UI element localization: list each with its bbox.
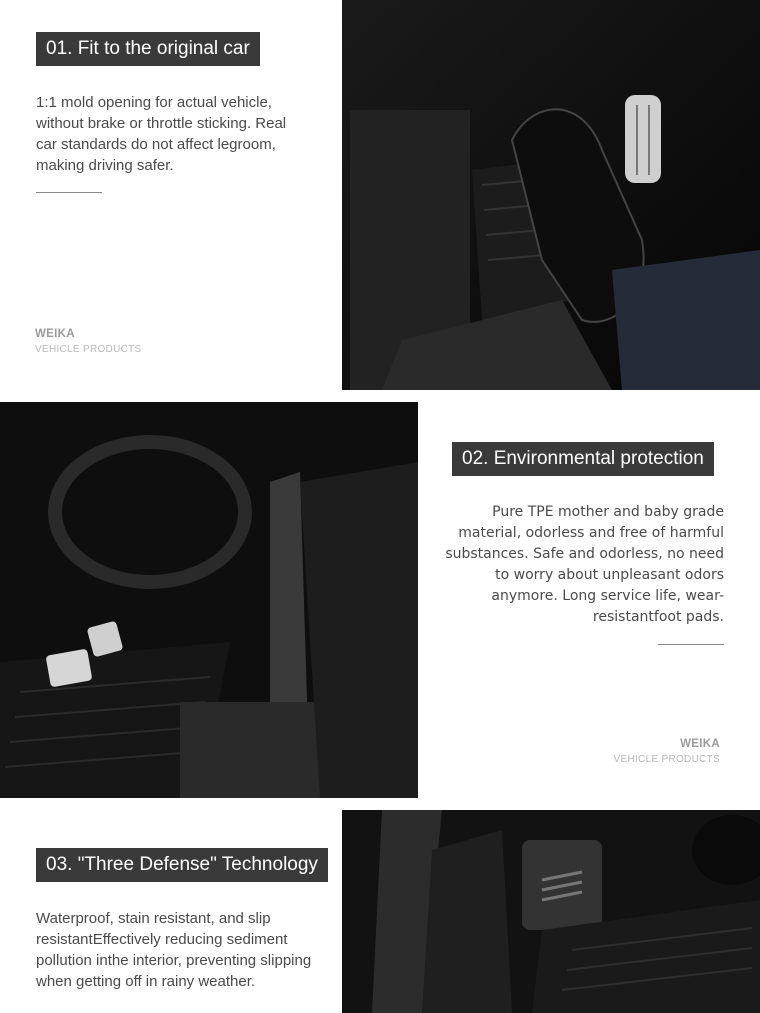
product-photo-pedals-shoe <box>342 0 760 390</box>
feature-section-environment <box>0 402 760 798</box>
feature-section-fit <box>0 0 760 390</box>
section-description: Waterproof, stain resistant, and slip resistantEffectively reducing sediment pollution inthe interior, preventing slipping when getting off in rainy weather. <box>36 910 312 990</box>
brand-tagline: VEHICLE PRODUCTS <box>613 754 720 765</box>
brand-mark <box>600 738 720 765</box>
brand-tagline: VEHICLE PRODUCTS <box>35 344 142 355</box>
divider <box>36 192 102 193</box>
brand-name: WEIKA <box>35 328 75 340</box>
section-title: 03. "Three Defense" Technology <box>36 848 328 882</box>
brand-mark <box>35 328 141 355</box>
section-title: 01. Fit to the original car <box>36 32 260 66</box>
product-photo-cabin-floor <box>0 402 418 798</box>
divider <box>658 644 724 645</box>
product-photo-rear-floor <box>342 810 760 1013</box>
section-description: 1:1 mold opening for actual vehicle, without brake or throttle sticking. Real car standards do not affect legroom, making driving safer. <box>36 94 287 174</box>
section-description: Pure TPE mother and baby grade material, odorless and free of harmful substances. Safe and odorless, no need to worry about unpleasant odors anymore. Long service life, wear-resistantfoot pads. <box>445 504 724 625</box>
section-title: 02. Environmental protection <box>452 442 714 476</box>
feature-section-three-defense <box>0 810 760 1013</box>
brand-name: WEIKA <box>680 738 720 750</box>
